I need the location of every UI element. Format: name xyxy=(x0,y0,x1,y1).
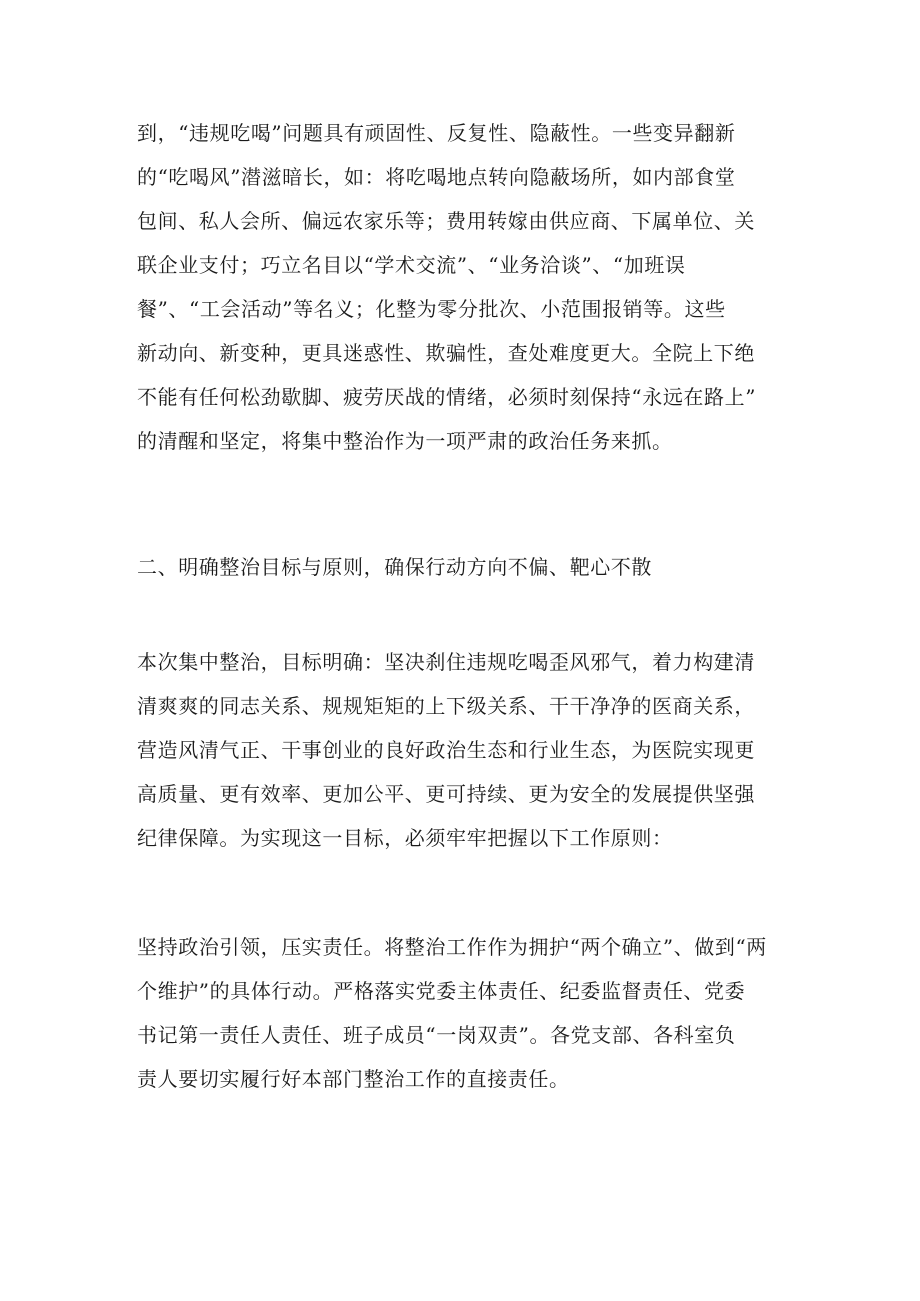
text-line: 新动向、新变种，更具迷惑性、欺骗性，查处难度更大。全院上下绝 xyxy=(137,341,755,365)
text-line: 本次集中整治，目标明确：坚决刹住违规吃喝歪风邪气，着力构建清 xyxy=(137,650,755,674)
section-heading xyxy=(137,545,797,589)
text-line: 坚持政治引领，压实责任。将整治工作作为拥护“两个确立”、做到“两 xyxy=(137,935,767,959)
text-line: 书记第一责任人责任、班子成员“一岗双责”。各党支部、各科室负 xyxy=(137,1023,736,1047)
text-line: 包间、私人会所、偏远农家乐等；费用转嫁由供应商、下属单位、关 xyxy=(137,209,755,233)
text-line: 高质量、更有效率、更加公平、更可持续、更为安全的发展提供坚强 xyxy=(137,782,755,806)
text-line: 营造风清气正、干事创业的良好政治生态和行业生态，为医院实现更 xyxy=(137,738,755,762)
paragraph-violation-trends xyxy=(137,111,797,463)
paragraph-principle-political-leadership xyxy=(137,925,797,1101)
text-line: 个维护”的具体行动。严格落实党委主体责任、纪委监督责任、党委 xyxy=(137,979,746,1003)
text-line: 责人要切实履行好本部门整治工作的直接责任。 xyxy=(137,1067,570,1091)
section-heading-text: 二、明确整治目标与原则，确保行动方向不偏、靶心不散 xyxy=(137,555,652,579)
paragraph-goals xyxy=(137,640,797,860)
text-line: 的清醒和坚定，将集中整治作为一项严肃的政治任务来抓。 xyxy=(137,429,673,453)
text-line: 到，“违规吃喝”问题具有顽固性、反复性、隐蔽性。一些变异翻新 xyxy=(137,121,736,145)
text-line: 清爽爽的同志关系、规规矩矩的上下级关系、干干净净的医商关系， xyxy=(137,694,755,718)
text-line: 联企业支付；巧立名目以“学术交流”、“业务洽谈”、“加班误 xyxy=(137,253,686,277)
text-line: 不能有任何松劲歇脚、疲劳厌战的情绪，必须时刻保持“永远在路上” xyxy=(137,385,757,409)
text-line: 的“吃喝风”潜滋暗长，如：将吃喝地点转向隐蔽场所，如内部食堂 xyxy=(137,165,736,189)
text-line: 纪律保障。为实现这一目标，必须牢牢把握以下工作原则： xyxy=(137,826,673,850)
text-line: 餐”、“工会活动”等名义；化整为零分批次、小范围报销等。这些 xyxy=(137,297,726,321)
